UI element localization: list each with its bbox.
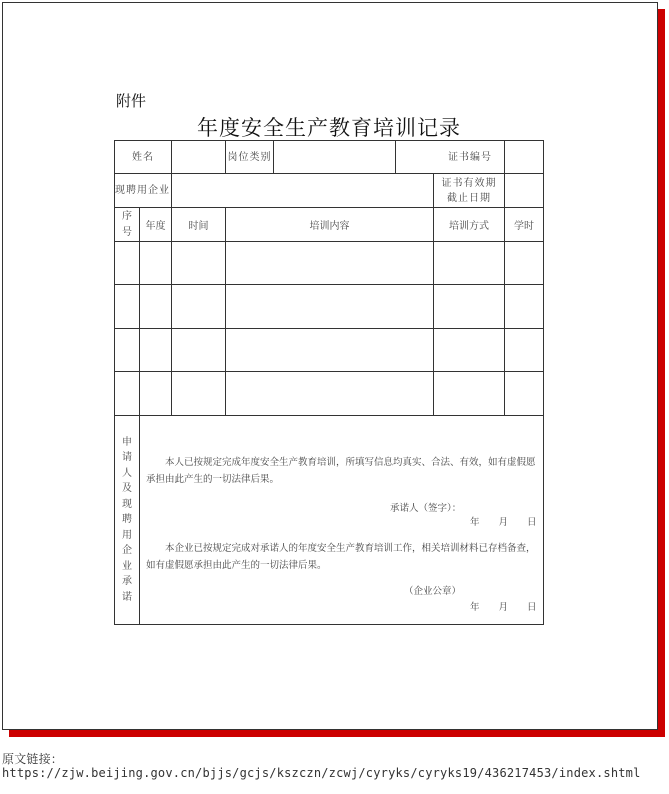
position-value-cell[interactable] (274, 141, 396, 174)
row-cell[interactable] (115, 372, 140, 416)
row-cell[interactable] (505, 372, 544, 416)
document-title: 年度安全生产教育培训记录 (197, 116, 461, 140)
cert-expiry-label: 证书有效期截止日期 (434, 174, 505, 208)
row-cell[interactable] (226, 329, 434, 372)
applicant-date: 年 月 日 (470, 517, 537, 528)
row-cell[interactable] (434, 285, 505, 329)
row-cell[interactable] (172, 242, 226, 285)
row-cell[interactable] (226, 372, 434, 416)
training-record-table (114, 140, 544, 625)
col-header-method: 培训方式 (434, 208, 505, 242)
applicant-sign-label: 承诺人（签字）： (390, 503, 462, 514)
name-value-cell[interactable] (172, 141, 226, 174)
row-cell[interactable] (505, 329, 544, 372)
header-row-1 (115, 141, 544, 174)
row-cell[interactable] (115, 242, 140, 285)
pledge-row (115, 416, 544, 625)
row-cell[interactable] (140, 242, 172, 285)
company-seal-label: （企业公章） (404, 586, 462, 597)
row-cell[interactable] (115, 285, 140, 329)
col-header-year: 年度 (140, 208, 172, 242)
row-cell[interactable] (226, 285, 434, 329)
row-cell[interactable] (434, 329, 505, 372)
col-header-hours: 学时 (505, 208, 544, 242)
company-date: 年 月 日 (470, 602, 537, 613)
row-cell[interactable] (505, 242, 544, 285)
row-cell[interactable] (434, 242, 505, 285)
row-cell[interactable] (115, 329, 140, 372)
attachment-label: 附件 (116, 92, 147, 110)
employer-value-cell[interactable] (172, 174, 434, 208)
source-link-block (2, 752, 667, 780)
name-label: 姓名 (115, 141, 172, 174)
table-row (115, 242, 544, 285)
header-row-2 (115, 174, 544, 208)
row-cell[interactable] (172, 329, 226, 372)
applicant-pledge-text: 本人已按规定完成年度安全生产教育培训，所填写信息均真实、合法、有效，如有虚假愿承担由此产生的一切法律后果。 (146, 457, 536, 485)
col-header-index: 序号 (115, 208, 140, 242)
pledge-cell (140, 416, 544, 625)
column-header-row (115, 208, 544, 242)
cert-no-value-cell[interactable] (505, 141, 544, 174)
table-row (115, 372, 544, 416)
position-label: 岗位类别 (226, 141, 274, 174)
row-cell[interactable] (140, 285, 172, 329)
row-cell[interactable] (505, 285, 544, 329)
col-header-content: 培训内容 (226, 208, 434, 242)
col-header-time: 时间 (172, 208, 226, 242)
row-cell[interactable] (172, 285, 226, 329)
pledge-side-label: 申请人及现聘用企业承诺 (115, 416, 140, 625)
row-cell[interactable] (140, 329, 172, 372)
cert-expiry-value-cell[interactable] (505, 174, 544, 208)
company-pledge-text: 本企业已按规定完成对承诺人的年度安全生产教育培训工作，相关培训材料已存档备查，如有虚假愿承担由此产生的一切法律后果。 (146, 543, 536, 571)
employer-label: 现聘用企业 (115, 174, 172, 208)
row-cell[interactable] (434, 372, 505, 416)
cert-no-label: 证书编号 (396, 141, 505, 174)
row-cell[interactable] (172, 372, 226, 416)
source-label: 原文链接： (2, 752, 64, 766)
source-url-link[interactable]: https://zjw.beijing.gov.cn/bjjs/gcjs/kszczn/zcwj/cyryks/cyryks19/436217453/index.shtml (2, 766, 641, 780)
row-cell[interactable] (226, 242, 434, 285)
row-cell[interactable] (140, 372, 172, 416)
table-row (115, 329, 544, 372)
table-row (115, 285, 544, 329)
